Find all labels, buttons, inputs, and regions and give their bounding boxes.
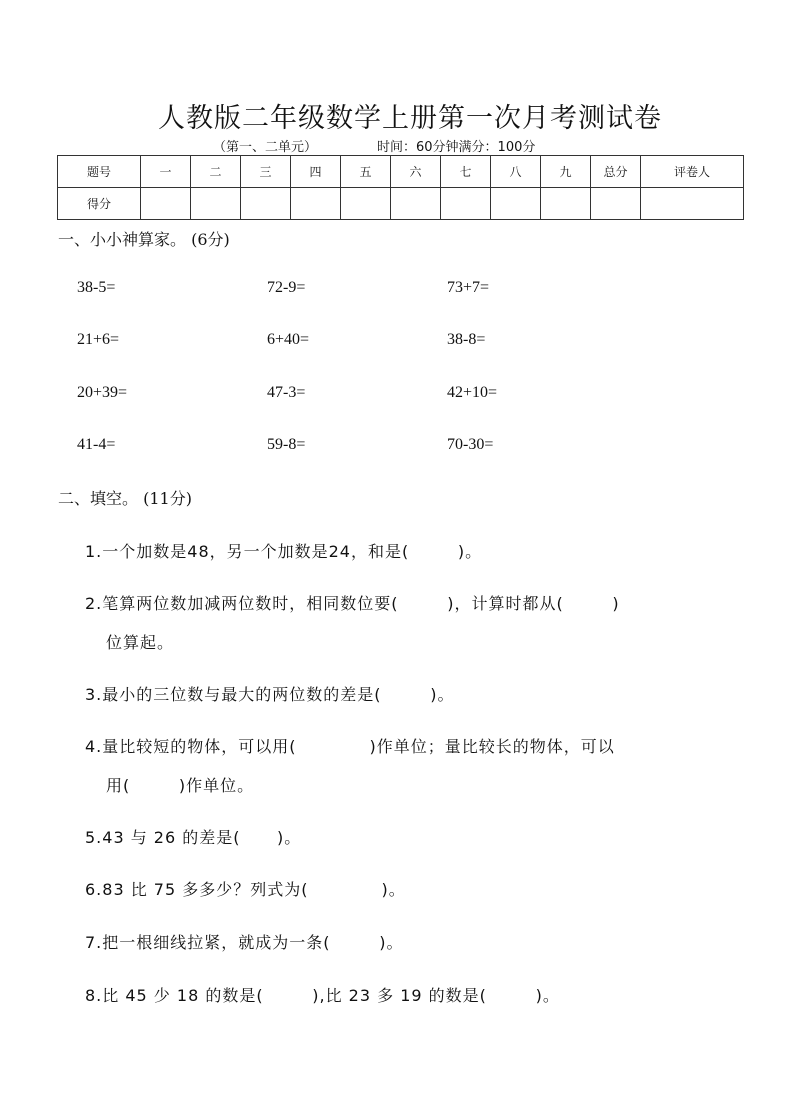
question-5: 5.43 与 26 的差是( )。 <box>85 828 302 847</box>
score-cell[interactable] <box>641 188 744 220</box>
question-1: 1.一个加数是48，另一个加数是24，和是( )。 <box>85 542 483 561</box>
table-header-cell: 五 <box>341 156 391 188</box>
question-4: 4.量比较短的物体，可以用( )作单位；量比较长的物体，可以 <box>85 737 615 756</box>
score-cell[interactable] <box>141 188 191 220</box>
question-8: 8.比 45 少 18 的数是( ),比 23 多 19 的数是( )。 <box>85 986 560 1005</box>
page-title: 人教版二年级数学上册第一次月考测试卷 <box>158 103 662 134</box>
calc-item: 47-3= <box>267 384 306 401</box>
score-cell[interactable] <box>441 188 491 220</box>
score-cell[interactable] <box>391 188 441 220</box>
question-2: 2.笔算两位数加减两位数时，相同数位要( )，计算时都从( ) <box>85 594 620 613</box>
exam-subtitle <box>213 136 535 155</box>
score-cell[interactable] <box>191 188 241 220</box>
score-cell[interactable] <box>341 188 391 220</box>
question-2-continued: 位算起。 <box>106 633 175 652</box>
table-header-cell: 三 <box>241 156 291 188</box>
calc-item: 70-30= <box>447 436 494 453</box>
score-table <box>57 155 744 220</box>
score-cell[interactable] <box>491 188 541 220</box>
question-4-continued: 用( )作单位。 <box>106 776 255 795</box>
calc-item: 42+10= <box>447 384 498 401</box>
score-table-header-row <box>58 156 744 188</box>
table-header-cell: 六 <box>391 156 441 188</box>
table-header-cell: 评卷人 <box>641 156 744 188</box>
calc-item: 72-9= <box>267 279 306 296</box>
table-header-cell: 八 <box>491 156 541 188</box>
calc-item: 41-4= <box>77 436 116 453</box>
table-header-cell: 二 <box>191 156 241 188</box>
calc-item: 6+40= <box>267 331 310 348</box>
score-table-score-row <box>58 188 744 220</box>
section1-heading: 一、小小神算家。 (6分) <box>58 230 230 249</box>
calc-item: 21+6= <box>77 331 120 348</box>
section2-heading: 二、填空。 (11分) <box>58 489 192 508</box>
scope-label: （第一、二单元） <box>213 140 318 155</box>
score-row-label: 得分 <box>58 188 141 220</box>
calc-item: 73+7= <box>447 279 490 296</box>
question-6: 6.83 比 75 多多少？列式为( )。 <box>85 880 406 899</box>
table-header-cell: 题号 <box>58 156 141 188</box>
question-7: 7.把一根细线拉紧，就成为一条( )。 <box>85 933 404 952</box>
table-header-cell: 一 <box>141 156 191 188</box>
table-header-cell: 四 <box>291 156 341 188</box>
score-cell[interactable] <box>541 188 591 220</box>
score-cell[interactable] <box>241 188 291 220</box>
calc-item: 38-8= <box>447 331 486 348</box>
table-header-cell: 总分 <box>591 156 641 188</box>
calc-item: 59-8= <box>267 436 306 453</box>
score-cell[interactable] <box>291 188 341 220</box>
calc-item: 20+39= <box>77 384 128 401</box>
time-score-label: 时间：60分钟满分：100分 <box>377 140 536 155</box>
score-cell[interactable] <box>591 188 641 220</box>
calc-item: 38-5= <box>77 279 116 296</box>
table-header-cell: 七 <box>441 156 491 188</box>
table-header-cell: 九 <box>541 156 591 188</box>
question-3: 3.最小的三位数与最大的两位数的差是( )。 <box>85 685 455 704</box>
